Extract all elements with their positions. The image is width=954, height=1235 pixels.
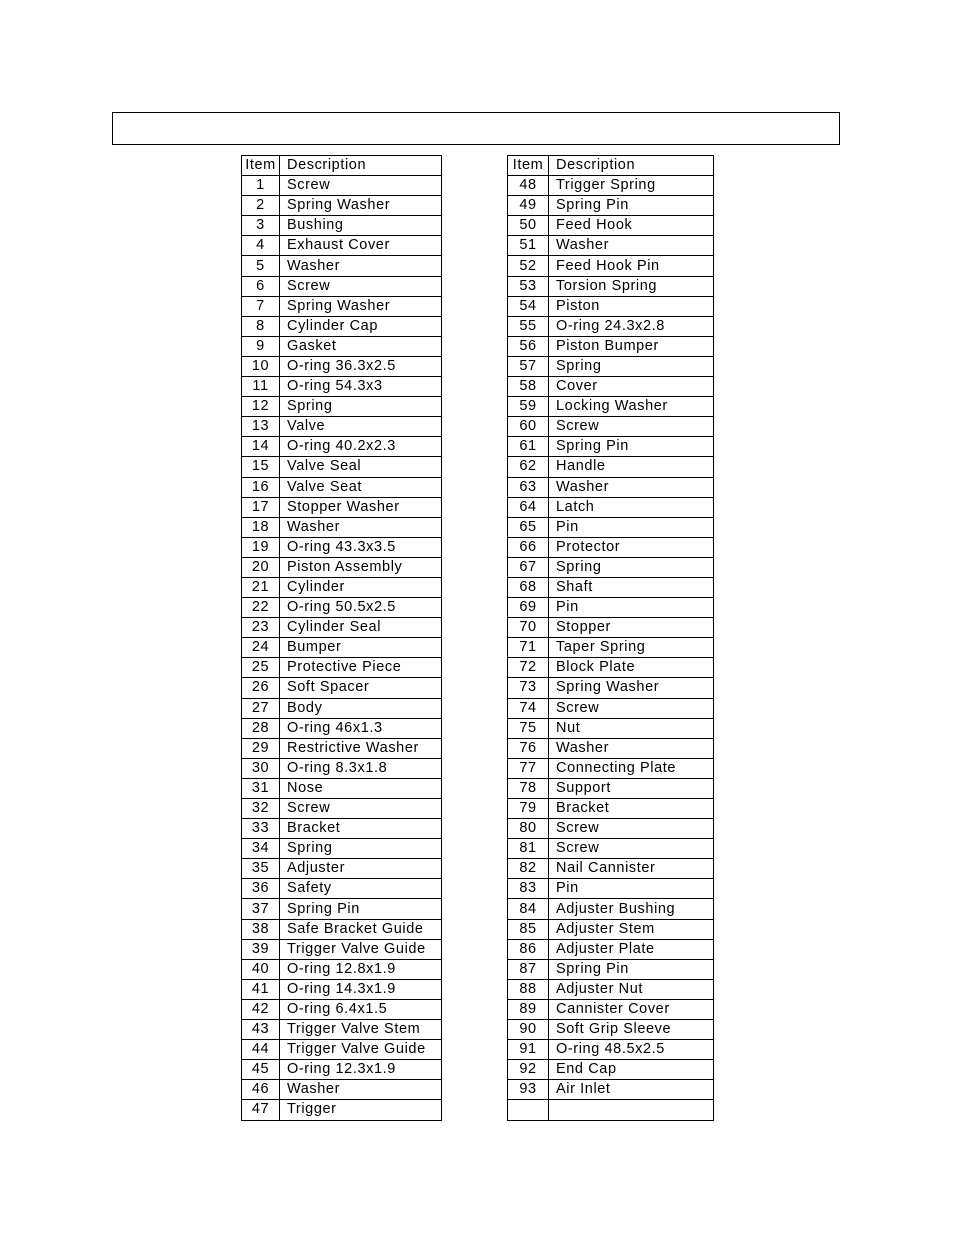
description-cell: Screw [549,417,714,437]
table-row [242,1020,442,1040]
item-number-cell: 80 [508,819,549,839]
item-number-cell: 75 [508,718,549,738]
item-number-cell: 15 [242,457,280,477]
table-row [242,638,442,658]
description-cell: Trigger Valve Stem [280,1020,442,1040]
table-row [508,618,714,638]
description-cell: Body [280,698,442,718]
table-row [242,618,442,638]
item-number-cell: 88 [508,979,549,999]
description-cell: Connecting Plate [549,758,714,778]
table-row [242,1100,442,1120]
table-row [508,758,714,778]
table-row [508,698,714,718]
item-number-cell: 84 [508,899,549,919]
table-row [508,276,714,296]
table-row [242,437,442,457]
item-number-cell: 70 [508,618,549,638]
table-row [242,678,442,698]
description-cell: Cannister Cover [549,999,714,1019]
description-cell: Shaft [549,577,714,597]
item-number-cell: 55 [508,316,549,336]
table-row [242,477,442,497]
item-number-cell: 37 [242,899,280,919]
description-cell: Washer [280,256,442,276]
description-cell: Valve Seal [280,457,442,477]
item-number-cell: 40 [242,959,280,979]
table-row [242,979,442,999]
item-number-cell: 58 [508,377,549,397]
description-cell: Spring Washer [549,678,714,698]
description-cell: Stopper Washer [280,497,442,517]
description-cell: Trigger Valve Guide [280,939,442,959]
table-row [508,356,714,376]
description-cell: Stopper [549,618,714,638]
item-number-cell: 13 [242,417,280,437]
table-row [508,477,714,497]
table-row [508,899,714,919]
item-number-cell: 73 [508,678,549,698]
item-number-cell: 83 [508,879,549,899]
description-cell: O-ring 24.3x2.8 [549,316,714,336]
description-cell: Pin [549,879,714,899]
description-cell: Cylinder Cap [280,316,442,336]
item-number-cell: 71 [508,638,549,658]
item-number-cell: 33 [242,819,280,839]
table-row [242,1040,442,1060]
description-cell: Adjuster [280,859,442,879]
description-cell: Screw [549,839,714,859]
description-cell: Cover [549,377,714,397]
item-number-cell: 56 [508,336,549,356]
description-cell: Protector [549,537,714,557]
description-cell: Spring Pin [280,899,442,919]
item-number-cell: 6 [242,276,280,296]
table-row [508,638,714,658]
item-number-cell: 18 [242,517,280,537]
item-number-cell: 27 [242,698,280,718]
item-number-cell: 16 [242,477,280,497]
description-cell: Washer [549,236,714,256]
item-number-cell: 90 [508,1020,549,1040]
table-row [508,879,714,899]
table-row [242,577,442,597]
table-row [508,799,714,819]
description-cell: Safety [280,879,442,899]
item-number-cell: 48 [508,176,549,196]
item-number-cell: 21 [242,577,280,597]
table-row [508,939,714,959]
item-number-cell: 23 [242,618,280,638]
table-row [242,598,442,618]
item-number-cell: 34 [242,839,280,859]
item-number-cell: 53 [508,276,549,296]
table-row [242,176,442,196]
description-cell: Bushing [280,216,442,236]
item-number-cell: 11 [242,377,280,397]
table-row [242,799,442,819]
item-number-cell: 63 [508,477,549,497]
title-box [112,112,840,145]
description-cell: Handle [549,457,714,477]
table-row [508,1040,714,1060]
table-row [508,417,714,437]
item-number-cell: 64 [508,497,549,517]
item-number-cell: 28 [242,718,280,738]
table-row [242,377,442,397]
item-number-cell: 43 [242,1020,280,1040]
description-cell: Safe Bracket Guide [280,919,442,939]
item-number-cell: 93 [508,1080,549,1100]
table-row [508,778,714,798]
table-row [508,497,714,517]
table-row [242,919,442,939]
table-row [508,718,714,738]
table-row [508,658,714,678]
item-number-cell: 52 [508,256,549,276]
description-cell: Block Plate [549,658,714,678]
table-row [242,879,442,899]
item-number-cell: 41 [242,979,280,999]
description-cell: Washer [549,738,714,758]
table-row [508,537,714,557]
description-cell: O-ring 36.3x2.5 [280,356,442,376]
item-number-cell: 45 [242,1060,280,1080]
table-row [508,176,714,196]
table-row [508,678,714,698]
table-row [242,236,442,256]
table-header-row [242,156,442,176]
description-cell: Adjuster Bushing [549,899,714,919]
description-cell: Piston Assembly [280,557,442,577]
description-cell: Soft Grip Sleeve [549,1020,714,1040]
item-number-cell: 25 [242,658,280,678]
table-row [508,859,714,879]
table-row [508,457,714,477]
description-cell: Spring Pin [549,196,714,216]
item-number-cell: 35 [242,859,280,879]
item-number-cell: 59 [508,397,549,417]
table-row [242,557,442,577]
table-header-row [508,156,714,176]
item-number-cell: 3 [242,216,280,236]
table-row [508,839,714,859]
description-cell: Adjuster Plate [549,939,714,959]
item-number-cell: 79 [508,799,549,819]
item-number-cell: 1 [242,176,280,196]
table-row [242,497,442,517]
table-row [508,336,714,356]
description-cell: Spring Pin [549,959,714,979]
description-cell: Pin [549,517,714,537]
item-number-cell: 60 [508,417,549,437]
parts-table-left [241,155,442,1121]
description-cell: Screw [280,276,442,296]
table-row [242,758,442,778]
item-number-cell: 76 [508,738,549,758]
item-number-cell: 57 [508,356,549,376]
table-row [508,437,714,457]
description-cell: Spring Pin [549,437,714,457]
table-row [508,1080,714,1100]
description-cell: Spring [549,557,714,577]
description-cell: O-ring 43.3x3.5 [280,537,442,557]
item-number-cell: 29 [242,738,280,758]
description-cell [549,1100,714,1120]
description-cell: Feed Hook Pin [549,256,714,276]
description-cell: Restrictive Washer [280,738,442,758]
table-row [508,1060,714,1080]
table-row [242,196,442,216]
item-number-cell: 82 [508,859,549,879]
item-number-cell: 30 [242,758,280,778]
description-cell: Air Inlet [549,1080,714,1100]
description-cell: Soft Spacer [280,678,442,698]
description-cell: Adjuster Stem [549,919,714,939]
table-row [242,1060,442,1080]
description-cell: Valve [280,417,442,437]
table-row [242,959,442,979]
item-number-cell: 61 [508,437,549,457]
description-cell: Screw [549,698,714,718]
item-number-cell: 74 [508,698,549,718]
table-row [242,1080,442,1100]
item-number-cell: 78 [508,778,549,798]
description-cell: Piston Bumper [549,336,714,356]
description-cell: O-ring 8.3x1.8 [280,758,442,778]
table-row [242,537,442,557]
description-cell: Screw [280,176,442,196]
item-number-cell: 54 [508,296,549,316]
description-column-header: Description [549,156,714,176]
item-number-cell [508,1100,549,1120]
table-row [508,738,714,758]
description-cell: O-ring 12.3x1.9 [280,1060,442,1080]
description-cell: Washer [549,477,714,497]
description-cell: Pin [549,598,714,618]
item-number-cell: 9 [242,336,280,356]
item-number-cell: 14 [242,437,280,457]
table-row [242,397,442,417]
parts-table-right [507,155,714,1121]
item-number-cell: 12 [242,397,280,417]
item-number-cell: 49 [508,196,549,216]
description-cell: Support [549,778,714,798]
table-row [508,979,714,999]
table-row [242,417,442,437]
item-number-cell: 20 [242,557,280,577]
item-number-cell: 91 [508,1040,549,1060]
description-cell: Spring Washer [280,296,442,316]
item-number-cell: 69 [508,598,549,618]
description-cell: Spring [280,397,442,417]
table-row [508,577,714,597]
description-cell: Screw [280,799,442,819]
table-row [242,517,442,537]
table-row [242,356,442,376]
item-number-cell: 86 [508,939,549,959]
description-cell: O-ring 48.5x2.5 [549,1040,714,1060]
description-cell: O-ring 54.3x3 [280,377,442,397]
item-number-cell: 81 [508,839,549,859]
item-number-cell: 4 [242,236,280,256]
item-number-cell: 51 [508,236,549,256]
item-number-cell: 66 [508,537,549,557]
description-cell: Valve Seat [280,477,442,497]
description-cell: Bracket [549,799,714,819]
item-number-cell: 19 [242,537,280,557]
description-cell: O-ring 6.4x1.5 [280,999,442,1019]
description-cell: Washer [280,1080,442,1100]
table-row [508,316,714,336]
description-cell: Nose [280,778,442,798]
description-cell: Spring [280,839,442,859]
description-cell: Screw [549,819,714,839]
description-cell: O-ring 14.3x1.9 [280,979,442,999]
item-number-cell: 39 [242,939,280,959]
description-cell: Locking Washer [549,397,714,417]
table-row [242,738,442,758]
table-row [508,959,714,979]
description-cell: Cylinder [280,577,442,597]
table-row [508,1020,714,1040]
item-number-cell: 38 [242,919,280,939]
description-cell: O-ring 50.5x2.5 [280,598,442,618]
item-number-cell: 77 [508,758,549,778]
item-number-cell: 32 [242,799,280,819]
table-row [242,859,442,879]
table-row [242,658,442,678]
table-row [508,517,714,537]
table-row [242,839,442,859]
item-number-cell: 2 [242,196,280,216]
table-row [508,557,714,577]
table-row [508,196,714,216]
description-cell: Spring Washer [280,196,442,216]
item-column-header: Item [242,156,280,176]
item-number-cell: 31 [242,778,280,798]
item-number-cell: 89 [508,999,549,1019]
description-cell: Nut [549,718,714,738]
description-cell: Bumper [280,638,442,658]
table-row [242,336,442,356]
description-cell: Cylinder Seal [280,618,442,638]
description-column-header: Description [280,156,442,176]
description-cell: Adjuster Nut [549,979,714,999]
description-cell: Torsion Spring [549,276,714,296]
table-row [242,316,442,336]
table-row [508,598,714,618]
item-number-cell: 17 [242,497,280,517]
description-cell: Piston [549,296,714,316]
description-cell: Trigger Valve Guide [280,1040,442,1060]
table-row [508,819,714,839]
table-row [242,256,442,276]
description-cell: Protective Piece [280,658,442,678]
description-cell: O-ring 40.2x2.3 [280,437,442,457]
item-number-cell: 72 [508,658,549,678]
item-number-cell: 68 [508,577,549,597]
table-row [242,819,442,839]
description-cell: Bracket [280,819,442,839]
table-row [242,899,442,919]
description-cell: Exhaust Cover [280,236,442,256]
table-row [242,999,442,1019]
item-number-cell: 22 [242,598,280,618]
table-row [508,999,714,1019]
table-row [508,377,714,397]
item-number-cell: 5 [242,256,280,276]
description-cell: O-ring 46x1.3 [280,718,442,738]
table-row [242,718,442,738]
item-number-cell: 44 [242,1040,280,1060]
table-row [508,397,714,417]
item-number-cell: 92 [508,1060,549,1080]
item-number-cell: 24 [242,638,280,658]
item-number-cell: 46 [242,1080,280,1100]
description-cell: Trigger [280,1100,442,1120]
table-row [508,236,714,256]
description-cell: Spring [549,356,714,376]
table-row [508,919,714,939]
item-number-cell: 26 [242,678,280,698]
item-number-cell: 87 [508,959,549,979]
item-number-cell: 36 [242,879,280,899]
table-row [242,939,442,959]
table-row [508,256,714,276]
item-number-cell: 67 [508,557,549,577]
item-number-cell: 85 [508,919,549,939]
item-column-header: Item [508,156,549,176]
description-cell: Nail Cannister [549,859,714,879]
item-number-cell: 62 [508,457,549,477]
table-row [242,216,442,236]
table-row [242,778,442,798]
item-number-cell: 42 [242,999,280,1019]
table-row [508,1100,714,1120]
description-cell: Taper Spring [549,638,714,658]
table-row [508,296,714,316]
item-number-cell: 10 [242,356,280,376]
description-cell: O-ring 12.8x1.9 [280,959,442,979]
table-row [242,296,442,316]
description-cell: End Cap [549,1060,714,1080]
description-cell: Washer [280,517,442,537]
description-cell: Latch [549,497,714,517]
description-cell: Feed Hook [549,216,714,236]
item-number-cell: 65 [508,517,549,537]
item-number-cell: 47 [242,1100,280,1120]
table-row [508,216,714,236]
item-number-cell: 7 [242,296,280,316]
item-number-cell: 50 [508,216,549,236]
table-row [242,276,442,296]
description-cell: Gasket [280,336,442,356]
table-row [242,698,442,718]
item-number-cell: 8 [242,316,280,336]
description-cell: Trigger Spring [549,176,714,196]
table-row [242,457,442,477]
